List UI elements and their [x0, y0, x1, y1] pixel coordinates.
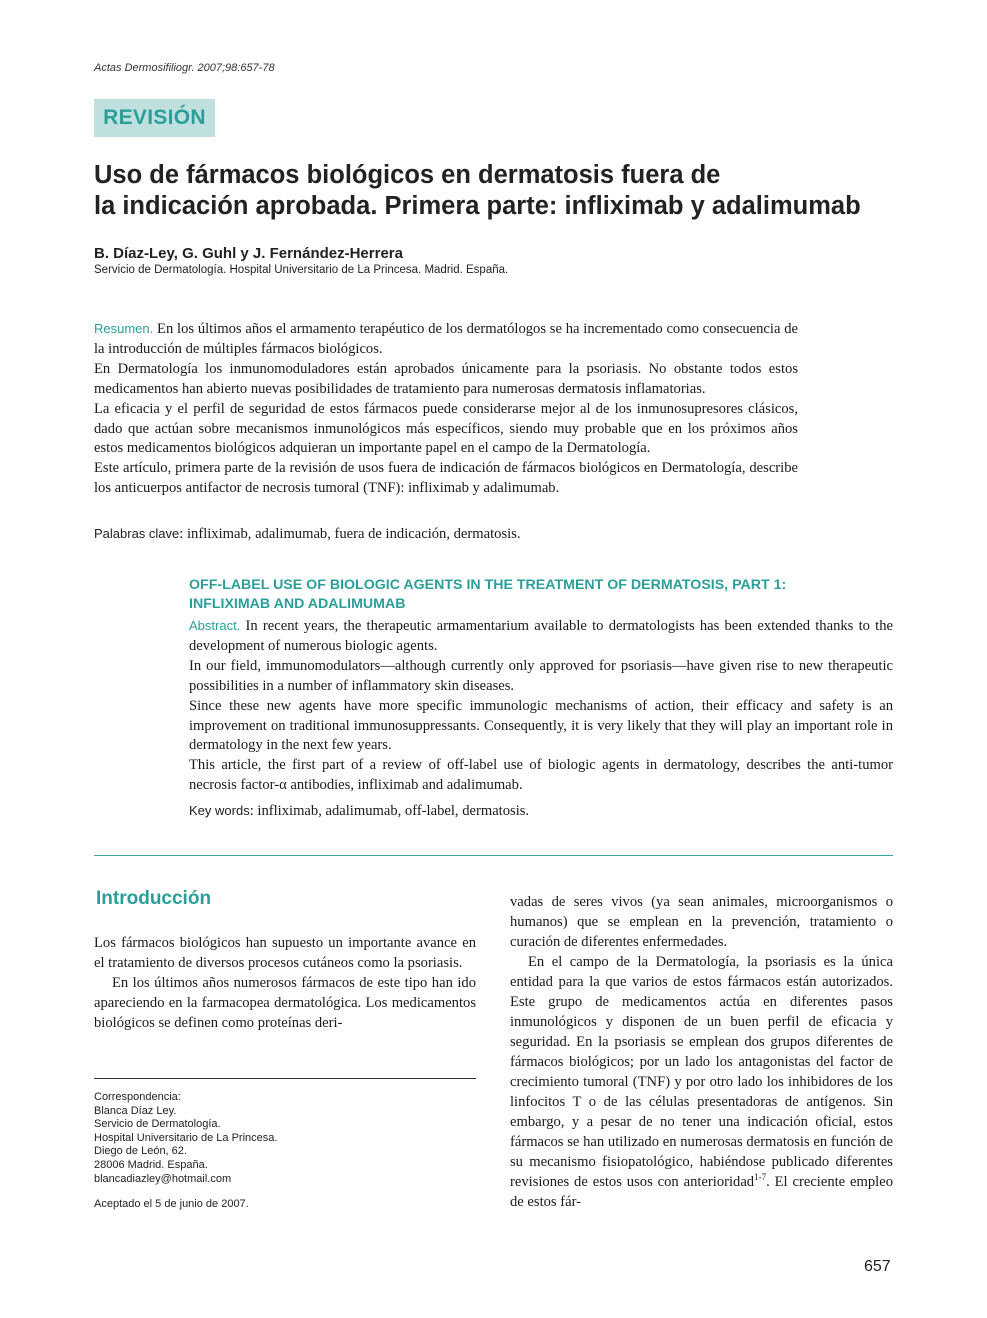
intro-left-paragraph-2: En los últimos años numerosos fármacos de este tipo han ido apareciendo en la farmacopea dermatológica. Los medicamentos biológicos se definen como proteínas deri-	[94, 975, 476, 1031]
intro-right-paragraph-1: vadas de seres vivos (ya sean animales, microorganismos o humanos) que se emplean en la prevención, tratamiento o curación de diferentes enfermedades.	[510, 894, 893, 950]
correspondence-block	[94, 1091, 277, 1186]
correspondence-city: 28006 Madrid. España.	[94, 1158, 208, 1171]
english-title	[189, 576, 894, 613]
resumen-paragraph-2: En Dermatología los inmunomoduladores están aprobados únicamente para la psoriasis. No obstante todos estos medicamentos han abierto nuevas posibilidades de tratamiento para numerosas dermatosis inflamatorias.	[94, 360, 798, 397]
palabras-clave	[94, 526, 798, 543]
section-divider	[94, 855, 893, 856]
english-title-line-2: INFLIXIMAB AND ADALIMUMAB	[189, 595, 406, 612]
footnote-rule	[94, 1078, 476, 1079]
intro-right-paragraph-2	[510, 952, 893, 1212]
resumen-block	[94, 319, 798, 499]
resumen-paragraph-3: La eficacia y el perfil de seguridad de estos fármacos puede considerarse mejor al de los inmunosupresores clásicos, dado que actúan sobre mecanismos inmunológicos más específicos, siendo muy probable que en los próximos años estos medicamentos biológicos adquieran un importante papel en el campo de la Dermatología.	[94, 400, 798, 457]
resumen-paragraph-1: En los últimos años el armamento terapéutico de los dermatólogos se ha incrementado como consecuencia de la introducción de múltiples fármacos biológicos.	[94, 321, 798, 357]
title-line-2: la indicación aprobada. Primera parte: infliximab y adalimumab	[94, 192, 861, 220]
accepted-date: Aceptado el 5 de junio de 2007.	[94, 1198, 249, 1210]
correspondence-hospital: Hospital Universitario de La Princesa.	[94, 1131, 278, 1144]
page-number: 657	[864, 1258, 891, 1275]
journal-citation: Actas Dermosifiliogr. 2007;98:657-78	[94, 62, 275, 74]
correspondence-email[interactable]: blancadiazley@hotmail.com	[94, 1172, 232, 1185]
correspondence-street: Diego de León, 62.	[94, 1145, 187, 1158]
affiliation: Servicio de Dermatología. Hospital Universitario de La Princesa. Madrid. España.	[94, 264, 509, 276]
article-title	[94, 160, 914, 222]
resumen-label: Resumen.	[94, 321, 154, 336]
intro-left-paragraph-1: Los fármacos biológicos han supuesto un importante avance en el tratamiento de diversos procesos cutáneos como la psoriasis.	[94, 935, 476, 971]
palabras-clave-label: Palabras clave	[94, 526, 180, 541]
abstract-block	[189, 616, 893, 796]
abstract-paragraph-2: In our field, immunomodulators—although currently only approved for psoriasis—have given rise to new therapeutic possibilities in a number of inflammatory skin diseases.	[189, 657, 893, 694]
english-title-line-1: OFF-LABEL USE OF BIOLOGIC AGENTS IN THE TREATMENT OF DERMATOSIS, PART 1:	[189, 577, 787, 593]
intro-right-paragraph-2-tail: . El creciente empleo de estos fár-	[510, 1174, 894, 1210]
title-line-1: Uso de fármacos biológicos en dermatosis fuera de	[94, 161, 721, 189]
intro-right-paragraph-2-main: En el campo de la Dermatología, la psoriasis es la única entidad para la que varios de estos fármacos están autorizados. Este grupo de medicamentos actúa en diferentes pasos inmunológicos y disponen de un buen perfil de eficacia y seguridad. En la psoriasis se emplean dos grupos diferentes de fármacos biológicos; por un lado los antagonistas del factor de crecimiento tumoral (TNF) y por otro lado los inhibidores de los linfocitos T o de las células presentadoras de antígenos. Sin embargo, y a pesar de no tener una indicación oficial, estos fármacos se han utilizado en numerosas dermatosis en función de su mecanismo fisiopatológico, habiéndose publicado diferentes revisiones de estos usos con anterioridad	[510, 954, 893, 1190]
palabras-clave-text: : infliximab, adalimumab, fuera de indicación, dermatosis.	[179, 526, 521, 542]
authors: B. Díaz-Ley, G. Guhl y J. Fernández-Herrera	[94, 245, 403, 262]
resumen-paragraph-4: Este artículo, primera parte de la revisión de usos fuera de indicación de fármacos biológicos en Dermatología, describe los anticuerpos antifactor de necrosis tumoral (TNF): infliximab y adalimumab.	[94, 460, 798, 497]
intro-left-column	[94, 933, 476, 1033]
abstract-paragraph-1: In recent years, the therapeutic armamentarium available to dermatologists has been extended thanks to the development of numerous biologic agents.	[189, 618, 893, 654]
correspondence-dept: Servicio de Dermatología.	[94, 1118, 221, 1131]
key-words-text: : infliximab, adalimumab, off-label, dermatosis.	[249, 803, 530, 819]
section-badge: REVISIÓN	[94, 99, 215, 137]
abstract-label: Abstract.	[189, 618, 241, 633]
key-words	[189, 803, 893, 820]
abstract-paragraph-3: Since these new agents have more specific immunologic mechanisms of action, their efficacy and safety is an improvement on traditional immunosuppressants. Consequently, it is very likely that they will play an important role in dermatology in the next few years.	[189, 697, 893, 754]
correspondence-name: Blanca Díaz Ley.	[94, 1104, 177, 1117]
intro-heading: Introducción	[96, 888, 212, 909]
citation-reference[interactable]: 1-7	[754, 1172, 767, 1183]
intro-right-column	[510, 892, 893, 1212]
abstract-paragraph-4: This article, the first part of a review of off-label use of biologic agents in dermatology, describes the anti-tumor necrosis factor-α antibodies, infliximab and adalimumab.	[189, 757, 893, 794]
correspondence-heading: Correspondencia:	[94, 1091, 181, 1103]
key-words-label: Key words	[189, 803, 250, 818]
